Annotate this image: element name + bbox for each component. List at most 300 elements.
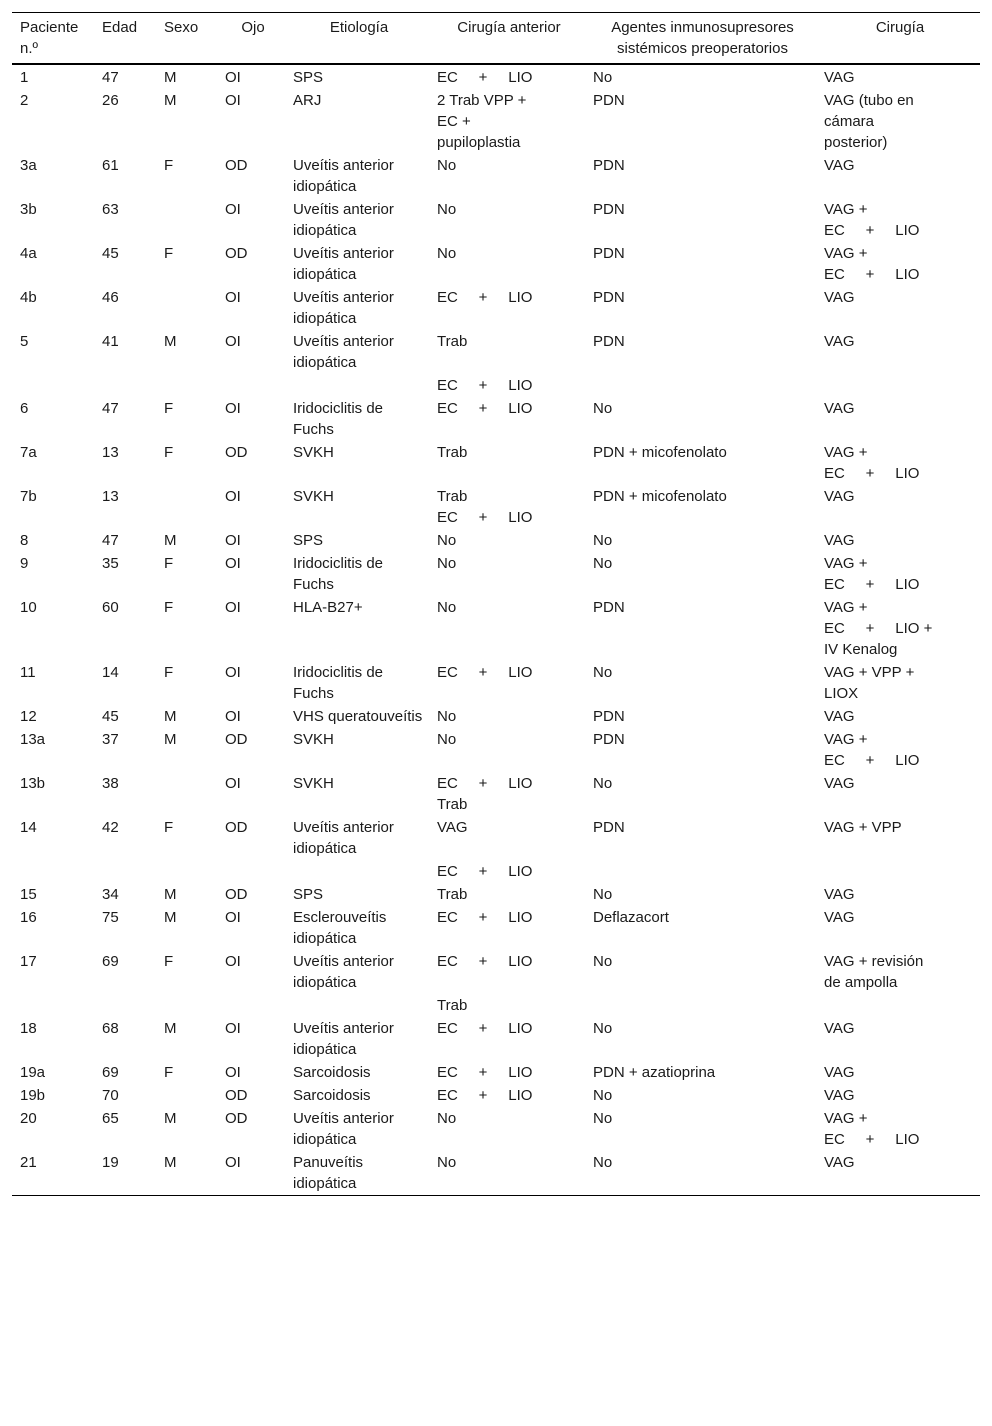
cell-etiologia: SPS <box>293 886 324 903</box>
header-etiologia: Etiología <box>329 19 389 36</box>
cell-line: VAG <box>824 1064 855 1081</box>
cell-line: EC + LIO <box>824 465 920 482</box>
cell-line: VAG <box>824 488 855 505</box>
cell-line: VAG <box>824 1020 855 1037</box>
cell-sexo: F <box>164 819 174 836</box>
cell-line: EC + LIO <box>824 222 920 239</box>
cell-line: EC + LIO <box>437 69 533 86</box>
table-row <box>12 89 980 154</box>
cell-cirugia-anterior <box>429 330 585 374</box>
cell-ojo: OI <box>225 201 241 218</box>
cell-line: No <box>437 708 457 725</box>
cell-agentes: PDN + micofenolato <box>593 488 727 505</box>
cell-line: EC + LIO <box>437 400 533 417</box>
cell-ojo <box>217 374 285 397</box>
cell-paciente: 1 <box>20 69 29 86</box>
cell-line: Trab <box>437 997 468 1014</box>
cell-edad <box>94 860 156 883</box>
cell-cirugia-anterior <box>429 1151 585 1196</box>
cell-cirugia-anterior <box>429 198 585 242</box>
cell-line: VAG <box>824 1087 855 1104</box>
patients-table <box>12 12 980 1196</box>
cell-edad: 13 <box>102 488 119 505</box>
cell-paciente <box>12 994 94 1017</box>
cell-cirugia-anterior <box>429 441 585 485</box>
cell-etiologia: SVKH <box>293 731 334 748</box>
cell-cirugia <box>816 860 980 883</box>
header-paciente: Paciente n.º <box>20 19 79 57</box>
table-row <box>12 860 980 883</box>
cell-line: No <box>437 201 457 218</box>
cell-paciente: 11 <box>20 664 36 681</box>
cell-cirugia-anterior <box>429 529 585 552</box>
cell-line: EC + LIO <box>437 1064 533 1081</box>
table-row <box>12 64 980 89</box>
cell-edad: 13 <box>102 444 119 461</box>
cell-cirugia-anterior <box>429 728 585 772</box>
table-row <box>12 1061 980 1084</box>
cell-agentes: No <box>593 1110 613 1127</box>
cell-cirugia <box>816 64 980 89</box>
cell-line: VAG + <box>824 599 868 616</box>
cell-paciente <box>12 860 94 883</box>
table-row <box>12 1017 980 1061</box>
cell-cirugia <box>816 950 980 994</box>
cell-cirugia <box>816 286 980 330</box>
cell-sexo: F <box>164 1064 174 1081</box>
table-row <box>12 950 980 994</box>
cell-ojo: OI <box>225 555 241 572</box>
table-row <box>12 906 980 950</box>
cell-line: No <box>437 245 457 262</box>
cell-cirugia <box>816 816 980 860</box>
cell-sexo: M <box>164 708 177 725</box>
cell-edad: 37 <box>102 731 119 748</box>
cell-ojo: OD <box>225 1110 248 1127</box>
cell-agentes: PDN <box>593 731 625 748</box>
cell-line: EC + LIO <box>437 664 533 681</box>
cell-etiologia: SPS <box>293 69 324 86</box>
cell-paciente: 17 <box>20 953 37 970</box>
table-row <box>12 705 980 728</box>
cell-agentes <box>585 994 816 1017</box>
cell-etiologia <box>285 994 429 1017</box>
table-row <box>12 772 980 816</box>
cell-line: LIOX <box>824 685 859 702</box>
cell-paciente: 3a <box>20 157 37 174</box>
cell-etiologia: SPS <box>293 532 324 549</box>
cell-cirugia <box>816 441 980 485</box>
cell-sexo: M <box>164 92 177 109</box>
cell-agentes: No <box>593 532 613 549</box>
cell-line: 2 Trab VPP + <box>437 92 527 109</box>
cell-line: Trab <box>437 796 468 813</box>
table-row <box>12 883 980 906</box>
cell-ojo: OD <box>225 819 248 836</box>
cell-line: EC + LIO <box>824 576 920 593</box>
cell-agentes: No <box>593 1154 613 1171</box>
table-row <box>12 485 980 529</box>
cell-ojo: OD <box>225 1087 248 1104</box>
cell-paciente: 13b <box>20 775 46 792</box>
cell-cirugia <box>816 1061 980 1084</box>
cell-cirugia-anterior <box>429 286 585 330</box>
cell-ojo: OI <box>225 708 241 725</box>
cell-cirugia <box>816 89 980 154</box>
cell-paciente: 19b <box>20 1087 46 1104</box>
cell-sexo: M <box>164 1154 177 1171</box>
cell-line: VAG + <box>824 1110 868 1127</box>
cell-etiologia: Iridociclitis de Fuchs <box>293 555 384 593</box>
cell-paciente: 4a <box>20 245 37 262</box>
cell-line: VAG <box>824 909 855 926</box>
cell-etiologia: Uveítis anterior idiopática <box>293 289 394 327</box>
table-row <box>12 1151 980 1196</box>
cell-ojo: OI <box>225 953 241 970</box>
cell-paciente: 13a <box>20 731 46 748</box>
table-row <box>12 994 980 1017</box>
cell-cirugia-anterior <box>429 485 585 529</box>
cell-agentes: PDN + micofenolato <box>593 444 727 461</box>
table-row <box>12 286 980 330</box>
cell-ojo: OI <box>225 664 241 681</box>
cell-line: EC + LIO <box>824 752 920 769</box>
cell-cirugia <box>816 994 980 1017</box>
cell-line: VAG <box>824 289 855 306</box>
cell-paciente: 9 <box>20 555 29 572</box>
cell-cirugia <box>816 883 980 906</box>
cell-agentes: PDN <box>593 245 625 262</box>
cell-line: Trab <box>437 886 468 903</box>
cell-cirugia-anterior <box>429 772 585 816</box>
cell-edad: 47 <box>102 69 119 86</box>
cell-cirugia <box>816 728 980 772</box>
cell-line: VAG + <box>824 444 868 461</box>
cell-line: EC + LIO <box>824 266 920 283</box>
cell-sexo: M <box>164 886 177 903</box>
cell-line: No <box>437 1154 457 1171</box>
cell-cirugia-anterior <box>429 816 585 860</box>
cell-line: No <box>437 731 457 748</box>
cell-cirugia <box>816 661 980 705</box>
cell-paciente: 7b <box>20 488 37 505</box>
cell-edad: 41 <box>102 333 119 350</box>
table-row <box>12 728 980 772</box>
cell-agentes: No <box>593 886 613 903</box>
cell-etiologia: ARJ <box>293 92 322 109</box>
cell-line: VAG <box>824 532 855 549</box>
cell-cirugia <box>816 397 980 441</box>
cell-sexo <box>156 198 217 242</box>
cell-sexo <box>156 994 217 1017</box>
cell-paciente: 14 <box>20 819 37 836</box>
cell-edad: 69 <box>102 953 119 970</box>
cell-edad: 61 <box>102 157 119 174</box>
cell-sexo <box>156 286 217 330</box>
cell-line: EC + LIO <box>437 377 533 394</box>
cell-line: posterior) <box>824 134 888 151</box>
cell-agentes: No <box>593 1087 613 1104</box>
cell-line: EC + LIO <box>437 509 533 526</box>
cell-sexo <box>156 772 217 816</box>
cell-etiologia: Uveítis anterior idiopática <box>293 157 394 195</box>
table-row <box>12 529 980 552</box>
cell-ojo: OI <box>225 775 241 792</box>
cell-edad: 70 <box>102 1087 119 1104</box>
cell-sexo: F <box>164 245 174 262</box>
cell-cirugia-anterior <box>429 906 585 950</box>
cell-line: VAG <box>824 886 855 903</box>
cell-cirugia-anterior <box>429 64 585 89</box>
cell-etiologia: Uveítis anterior idiopática <box>293 953 394 991</box>
cell-sexo: M <box>164 69 177 86</box>
cell-ojo: OI <box>225 400 241 417</box>
cell-cirugia <box>816 552 980 596</box>
cell-edad: 68 <box>102 1020 119 1037</box>
cell-edad: 60 <box>102 599 119 616</box>
cell-cirugia <box>816 906 980 950</box>
table-row <box>12 816 980 860</box>
cell-line: EC + LIO <box>824 1131 920 1148</box>
cell-cirugia-anterior <box>429 883 585 906</box>
cell-paciente: 4b <box>20 289 37 306</box>
cell-ojo: OD <box>225 731 248 748</box>
cell-cirugia <box>816 485 980 529</box>
cell-agentes: PDN <box>593 201 625 218</box>
cell-cirugia <box>816 772 980 816</box>
cell-line: IV Kenalog <box>824 641 898 658</box>
cell-cirugia <box>816 374 980 397</box>
table-header-row <box>12 13 980 65</box>
cell-line: No <box>437 599 457 616</box>
cell-sexo: F <box>164 599 174 616</box>
cell-sexo: M <box>164 333 177 350</box>
cell-cirugia-anterior <box>429 552 585 596</box>
cell-agentes: No <box>593 953 613 970</box>
cell-paciente: 20 <box>20 1110 37 1127</box>
cell-ojo: OI <box>225 909 241 926</box>
cell-paciente: 8 <box>20 532 29 549</box>
cell-sexo: M <box>164 1020 177 1037</box>
cell-line: VAG + VPP <box>824 819 902 836</box>
cell-edad: 14 <box>102 664 119 681</box>
cell-etiologia: Panuveítis idiopática <box>293 1154 364 1192</box>
table-row <box>12 198 980 242</box>
cell-edad: 69 <box>102 1064 119 1081</box>
header-cirugia-anterior: Cirugía anterior <box>457 19 561 36</box>
cell-line: No <box>437 555 457 572</box>
cell-line: cámara <box>824 113 875 130</box>
cell-cirugia <box>816 529 980 552</box>
cell-cirugia-anterior <box>429 596 585 661</box>
cell-line: EC + LIO <box>437 1020 533 1037</box>
cell-line: VAG <box>824 69 855 86</box>
cell-ojo: OI <box>225 1020 241 1037</box>
cell-etiologia: Uveítis anterior idiopática <box>293 201 394 239</box>
cell-etiologia: Iridociclitis de Fuchs <box>293 400 384 438</box>
cell-cirugia-anterior <box>429 1017 585 1061</box>
cell-paciente: 10 <box>20 599 37 616</box>
cell-agentes: Deflazacort <box>593 909 669 926</box>
cell-line: No <box>437 157 457 174</box>
cell-cirugia <box>816 1084 980 1107</box>
cell-edad: 26 <box>102 92 119 109</box>
cell-ojo: OI <box>225 289 241 306</box>
cell-cirugia-anterior <box>429 89 585 154</box>
cell-paciente <box>12 374 94 397</box>
cell-paciente: 18 <box>20 1020 37 1037</box>
cell-etiologia: Iridociclitis de Fuchs <box>293 664 384 702</box>
cell-line: VAG (tubo en <box>824 92 914 109</box>
cell-sexo: F <box>164 953 174 970</box>
cell-etiologia <box>285 374 429 397</box>
header-agentes: Agentes inmunosupresores sistémicos preoperatorios <box>611 19 794 57</box>
cell-ojo: OD <box>225 444 248 461</box>
cell-line: VAG <box>824 157 855 174</box>
cell-etiologia: VHS queratouveítis <box>293 708 423 725</box>
cell-line: VAG <box>824 775 855 792</box>
cell-paciente: 3b <box>20 201 37 218</box>
cell-cirugia-anterior <box>429 397 585 441</box>
table-row <box>12 242 980 286</box>
cell-line: No <box>437 532 457 549</box>
cell-ojo: OD <box>225 245 248 262</box>
cell-ojo: OI <box>225 1064 241 1081</box>
cell-line: VAG + <box>824 555 868 572</box>
cell-edad: 65 <box>102 1110 119 1127</box>
table-row <box>12 596 980 661</box>
cell-line: VAG <box>437 819 468 836</box>
cell-paciente: 2 <box>20 92 29 109</box>
cell-etiologia: Uveítis anterior idiopática <box>293 245 394 283</box>
cell-etiologia: Uveítis anterior idiopática <box>293 1110 394 1148</box>
cell-sexo: M <box>164 731 177 748</box>
cell-line: Trab <box>437 333 468 350</box>
cell-etiologia: Uveítis anterior idiopática <box>293 819 394 857</box>
cell-line: EC + LIO <box>437 953 533 970</box>
cell-paciente: 6 <box>20 400 29 417</box>
cell-agentes: PDN <box>593 157 625 174</box>
cell-paciente: 15 <box>20 886 37 903</box>
cell-sexo <box>156 1084 217 1107</box>
cell-cirugia-anterior <box>429 950 585 994</box>
table-row <box>12 330 980 374</box>
cell-sexo: F <box>164 555 174 572</box>
cell-agentes <box>585 374 816 397</box>
cell-ojo: OI <box>225 532 241 549</box>
cell-line: EC + LIO <box>437 289 533 306</box>
cell-etiologia: Uveítis anterior idiopática <box>293 1020 394 1058</box>
cell-cirugia-anterior <box>429 1107 585 1151</box>
cell-ojo: OD <box>225 157 248 174</box>
cell-edad: 19 <box>102 1154 119 1171</box>
cell-paciente: 21 <box>20 1154 37 1171</box>
cell-etiologia: Sarcoidosis <box>293 1087 371 1104</box>
cell-etiologia: Sarcoidosis <box>293 1064 371 1081</box>
cell-edad: 63 <box>102 201 119 218</box>
cell-line: VAG <box>824 400 855 417</box>
cell-agentes: No <box>593 664 613 681</box>
cell-line: VAG <box>824 333 855 350</box>
cell-cirugia-anterior <box>429 242 585 286</box>
cell-line: EC + LIO <box>437 775 533 792</box>
cell-agentes: PDN <box>593 599 625 616</box>
cell-line: VAG + revisión <box>824 953 924 970</box>
cell-ojo: OI <box>225 92 241 109</box>
cell-ojo: OI <box>225 599 241 616</box>
cell-line: VAG + <box>824 245 868 262</box>
cell-sexo: F <box>164 444 174 461</box>
cell-cirugia-anterior <box>429 994 585 1017</box>
cell-ojo: OI <box>225 488 241 505</box>
cell-sexo: M <box>164 532 177 549</box>
cell-paciente: 12 <box>20 708 37 725</box>
cell-line: VAG + <box>824 731 868 748</box>
cell-line: de ampolla <box>824 974 898 991</box>
cell-sexo: M <box>164 1110 177 1127</box>
cell-agentes: No <box>593 555 613 572</box>
cell-line: Trab <box>437 488 468 505</box>
cell-line: VAG <box>824 1154 855 1171</box>
table-row <box>12 1084 980 1107</box>
table-body <box>12 64 980 1196</box>
cell-edad: 47 <box>102 400 119 417</box>
cell-cirugia-anterior <box>429 661 585 705</box>
cell-edad: 38 <box>102 775 119 792</box>
table-row <box>12 154 980 198</box>
cell-line: Trab <box>437 444 468 461</box>
table-row <box>12 552 980 596</box>
cell-cirugia <box>816 242 980 286</box>
cell-line: EC + LIO <box>437 863 533 880</box>
cell-paciente: 16 <box>20 909 37 926</box>
cell-line: EC + LIO <box>437 1087 533 1104</box>
cell-agentes: PDN <box>593 708 625 725</box>
header-ojo: Ojo <box>241 19 265 36</box>
cell-cirugia <box>816 198 980 242</box>
cell-agentes: PDN + azatioprina <box>593 1064 716 1081</box>
cell-line: EC + LIO + <box>824 620 933 637</box>
cell-paciente: 5 <box>20 333 29 350</box>
cell-line: EC + <box>437 113 471 130</box>
cell-line: VAG + <box>824 201 868 218</box>
cell-cirugia-anterior <box>429 1084 585 1107</box>
cell-agentes: No <box>593 400 613 417</box>
cell-agentes <box>585 860 816 883</box>
cell-line: No <box>437 1110 457 1127</box>
cell-line: VAG <box>824 708 855 725</box>
cell-cirugia-anterior <box>429 154 585 198</box>
cell-cirugia-anterior <box>429 860 585 883</box>
cell-cirugia <box>816 1107 980 1151</box>
cell-ojo: OI <box>225 1154 241 1171</box>
cell-cirugia <box>816 596 980 661</box>
cell-sexo <box>156 374 217 397</box>
cell-agentes: No <box>593 69 613 86</box>
cell-ojo <box>217 860 285 883</box>
cell-cirugia <box>816 154 980 198</box>
cell-edad: 34 <box>102 886 119 903</box>
cell-agentes: PDN <box>593 289 625 306</box>
cell-edad <box>94 374 156 397</box>
cell-sexo: M <box>164 909 177 926</box>
cell-agentes: PDN <box>593 333 625 350</box>
cell-edad: 35 <box>102 555 119 572</box>
cell-edad: 42 <box>102 819 119 836</box>
cell-agentes: PDN <box>593 819 625 836</box>
cell-cirugia-anterior <box>429 705 585 728</box>
cell-etiologia: SVKH <box>293 488 334 505</box>
